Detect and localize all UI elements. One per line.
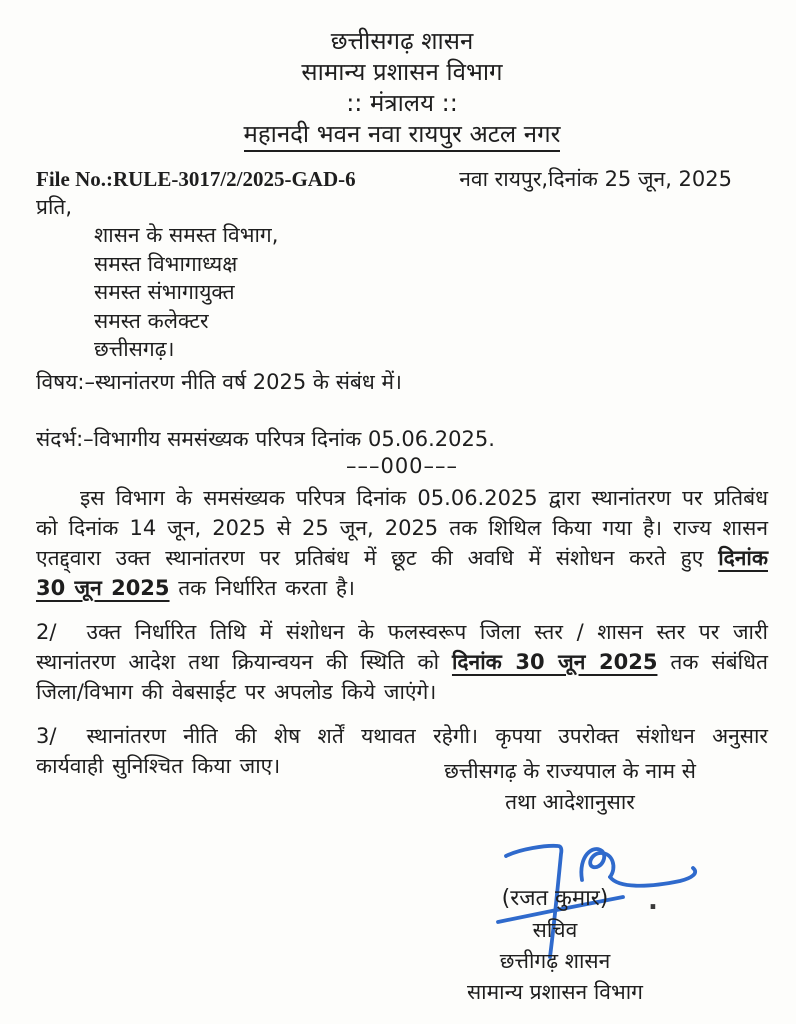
place-and-date: नवा रायपुर,दिनांक 25 जून, 2025 [459, 167, 732, 191]
paragraph-line: स्थानांतरण आदेश तथा क्रियान्वयन की स्थिति को दिनांक 30 जून 2025 तक संबंधित [36, 649, 768, 674]
section-divider: –––000––– [345, 453, 459, 478]
signature-block [400, 830, 740, 1024]
closing-line-1: छत्तीसगढ़ के राज्यपाल के नाम से [444, 759, 696, 783]
body-paragraph-2 [36, 617, 768, 707]
signatory-org-line-1: छत्तीगढ़ शासन [499, 949, 611, 973]
reference-line: संदर्भ:–विभागीय समसंख्यक परिपत्र दिनांक 05.06.2025. [36, 426, 495, 451]
recipient-item: समस्त कलेक्टर [94, 308, 209, 333]
recipient-item: समस्त संभागायुक्त [94, 280, 235, 305]
paragraph-line: एतद्द्वारा उक्त स्थानांतरण पर प्रतिबंध में छूट की अवधि में संशोधन करते हुए दिनांक [36, 545, 768, 570]
subject-line: विषय:–स्थानांतरण नीति वर्ष 2025 के संबंध में। [36, 369, 403, 394]
paragraph-line: इस विभाग के समसंख्यक परिपत्र दिनांक 05.06.2025 द्वारा स्थानांतरण पर प्रतिबंध [80, 485, 768, 510]
paragraph-line: कार्यवाही सुनिश्चित किया जाए। [36, 753, 281, 778]
closing-line-2: तथा आदेशानुसार [505, 790, 635, 814]
paragraph-line: 3/ स्थानांतरण नीति की शेष शर्तें यथावत रहेगी। कृपया उपरोक्त संशोधन अनुसार [36, 723, 768, 748]
meta-row [36, 165, 768, 193]
recipient-list [36, 221, 768, 364]
recipient-item: छत्तीसगढ़। [94, 337, 175, 362]
file-number: File No.:RULE-3017/2/2025-GAD-6 [36, 167, 356, 191]
letterhead-department: सामान्य प्रशासन विभाग [301, 58, 503, 86]
body-paragraph-1 [36, 483, 768, 603]
recipient-item: समस्त विभागाध्यक्ष [94, 251, 238, 276]
signature-dot: . [648, 886, 658, 916]
recipient-item: शासन के समस्त विभाग, [94, 223, 279, 247]
letterhead [36, 26, 768, 152]
signatory-org-line-2: सामान्य प्रशासन विभाग [466, 980, 644, 1004]
salutation: प्रति, [36, 195, 73, 219]
letterhead-government: छत्तीसगढ़ शासन [330, 27, 474, 55]
signatory-name: (रजत कुमार) [501, 886, 609, 911]
paragraph-line: को दिनांक 14 जून, 2025 से 25 जून, 2025 तक शिथिल किया गया है। राज्य शासन [36, 515, 768, 540]
paragraph-line: जिला/विभाग की वेबसाईट पर अपलोड किये जाएंगे। [36, 679, 437, 704]
paragraph-line: 2/ उक्त निर्धारित तिथि में संशोधन के फलस्वरूप जिला स्तर / शासन स्तर पर जारी [36, 619, 768, 644]
letterhead-address: महानदी भवन नवा रायपुर अटल नगर [244, 121, 561, 152]
paragraph-line: 30 जून 2025 तक निर्धारित करता है। [36, 575, 356, 600]
letterhead-ministry: :: मंत्रालय :: [346, 89, 458, 117]
signatory-designation: सचिव [532, 918, 578, 942]
closing-authority [420, 756, 720, 818]
